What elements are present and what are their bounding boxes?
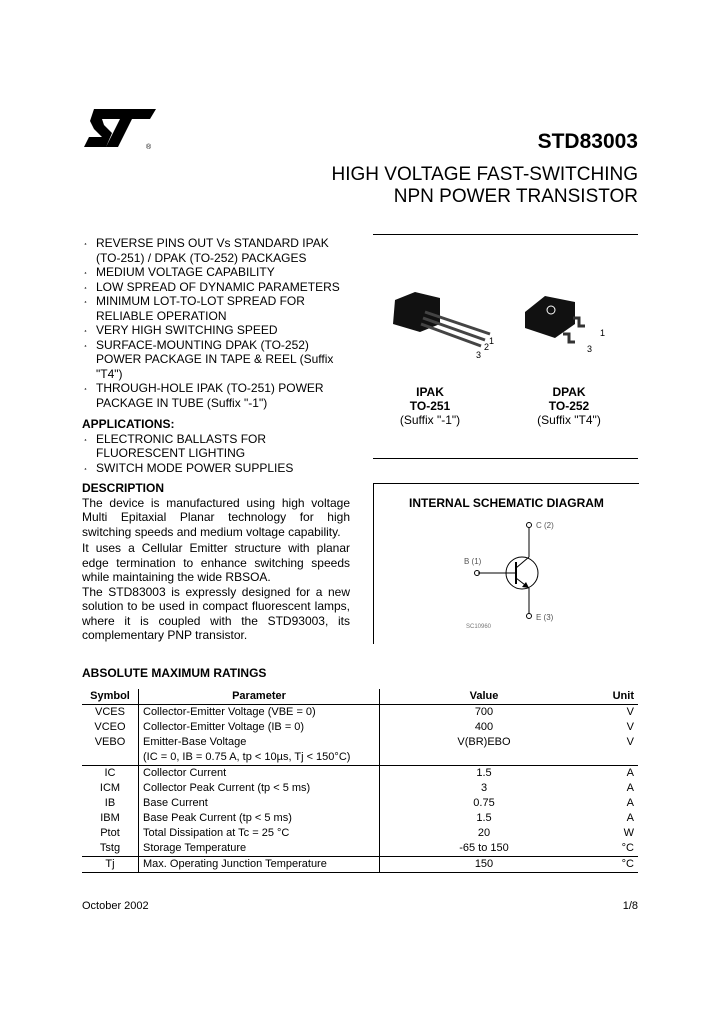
document-title	[332, 164, 639, 208]
cell-parameter	[139, 811, 380, 826]
cell-parameter	[139, 826, 380, 841]
schematic-code: SC10960	[466, 624, 492, 630]
value-text: 1.5	[476, 812, 492, 824]
unit-text: A	[626, 812, 634, 824]
cell-value	[380, 826, 589, 841]
cell-unit	[588, 811, 638, 826]
cell-parameter	[139, 857, 380, 873]
unit-text: A	[626, 797, 634, 809]
table-row	[82, 781, 638, 796]
symbol-text: IBM	[100, 812, 120, 824]
unit-text: °C	[621, 842, 634, 854]
cell-value	[380, 857, 589, 873]
symbol-text: IB	[104, 797, 116, 809]
base-label: B (1)	[464, 557, 482, 566]
title-line-2: NPN POWER TRANSISTOR	[393, 186, 638, 207]
absolute-maximum-ratings-table	[82, 689, 638, 873]
title-line-1: HIGH VOLTAGE FAST-SWITCHING	[331, 164, 638, 185]
cell-parameter	[139, 720, 380, 735]
unit-text: A	[626, 767, 634, 779]
cell-unit	[588, 857, 638, 873]
schematic-box	[373, 483, 639, 644]
symbol-text: ICM	[99, 782, 121, 794]
table-row	[82, 796, 638, 811]
table-row	[82, 705, 638, 721]
divider	[373, 234, 638, 235]
cell-value	[380, 705, 589, 721]
symbol-text: VCEO	[94, 721, 126, 733]
table-row	[82, 857, 638, 873]
col-value: Value	[380, 689, 589, 705]
description-p3: The STD83003 is expressly designed for a new solution to be used in compact fluorescent lamps, where it is coupled with the STD93003, its complementary PNP transistor.	[82, 584, 350, 642]
unit-text: V	[626, 736, 634, 748]
table-row	[82, 826, 638, 841]
package-suffix: (Suffix "-1")	[399, 413, 461, 427]
cell-parameter	[139, 781, 380, 796]
package-suffix: (Suffix "T4")	[537, 413, 601, 427]
cell-unit	[588, 720, 638, 735]
parameter-text: Base Current	[143, 797, 208, 809]
cell-parameter	[139, 705, 380, 721]
cell-unit	[588, 841, 638, 857]
cell-value	[380, 781, 589, 796]
footer-page: 1/8	[622, 900, 638, 912]
feature-item: ¸ VERY HIGH SWITCHING SPEED	[82, 323, 350, 338]
application-item: ¸ SWITCH MODE POWER SUPPLIES	[82, 461, 350, 476]
cell-value	[380, 796, 589, 811]
ratings-heading: ABSOLUTE MAXIMUM RATINGS	[82, 666, 267, 680]
ipak-caption	[395, 385, 465, 427]
emitter-label: E (3)	[536, 613, 554, 622]
value-text: 1.5	[476, 767, 492, 779]
symbol-text: Tj	[105, 858, 115, 870]
pin-label: 3	[587, 344, 593, 354]
table-row	[82, 720, 638, 735]
package-name: DPAK	[552, 385, 586, 399]
unit-text: V	[626, 721, 634, 733]
feature-item: ¸ REVERSE PINS OUT Vs STANDARD IPAK (TO-251) / DPAK (TO-252) PACKAGES	[82, 236, 350, 265]
parameter-text: Storage Temperature	[143, 842, 247, 854]
parameter-condition: (IC = 0, IB = 0.75 A, tp < 10µs, Tj < 150°C)	[143, 751, 351, 763]
value-text: 20	[477, 827, 491, 839]
package-type: TO-252	[548, 399, 590, 413]
symbol-text: IC	[104, 767, 116, 779]
table-row	[82, 811, 638, 826]
value-text: 400	[474, 721, 494, 733]
col-unit: Unit	[588, 689, 638, 705]
unit-text: °C	[621, 858, 634, 870]
cell-symbol	[82, 735, 139, 766]
col-symbol: Symbol	[82, 689, 139, 705]
cell-symbol	[82, 781, 139, 796]
svg-text:®: ®	[146, 144, 152, 151]
cell-symbol	[82, 811, 139, 826]
cell-unit	[588, 781, 638, 796]
footer-date: October 2002	[82, 900, 149, 912]
application-item: ¸ ELECTRONIC BALLASTS FOR FLUORESCENT LIGHTING	[82, 432, 350, 461]
value-text: -65 to 150	[459, 842, 509, 854]
unit-text: V	[626, 706, 634, 718]
feature-item: ¸ THROUGH-HOLE IPAK (TO-251) POWER PACKAGE IN TUBE (Suffix "-1")	[82, 381, 350, 410]
cell-unit	[588, 796, 638, 811]
pin-label: 3	[476, 350, 482, 360]
feature-item: ¸ SURFACE-MOUNTING DPAK (TO-252) POWER PACKAGE IN TAPE & REEL (Suffix "T4")	[82, 338, 350, 382]
parameter-text: Emitter-Base Voltage	[143, 736, 247, 748]
features-list	[82, 236, 350, 643]
pin-label: 1	[489, 336, 495, 346]
st-logo	[82, 107, 158, 151]
cell-value	[380, 735, 589, 766]
divider	[373, 458, 638, 459]
table-row	[82, 841, 638, 857]
value-text: 150	[474, 858, 494, 870]
unit-text: A	[626, 782, 634, 794]
schematic-title: INTERNAL SCHEMATIC DIAGRAM	[409, 496, 604, 510]
parameter-text: Max. Operating Junction Temperature	[143, 858, 327, 870]
package-type: TO-251	[409, 399, 451, 413]
cell-symbol	[82, 720, 139, 735]
col-parameter: Parameter	[139, 689, 380, 705]
cell-symbol	[82, 826, 139, 841]
cell-symbol	[82, 841, 139, 857]
collector-label: C (2)	[536, 521, 554, 530]
part-number: STD83003	[537, 130, 638, 153]
parameter-text: Collector-Emitter Voltage (IB = 0)	[143, 721, 305, 733]
cell-symbol	[82, 766, 139, 782]
cell-unit	[588, 766, 638, 782]
table-row	[82, 735, 638, 766]
cell-unit	[588, 705, 638, 721]
unit-text: W	[623, 827, 634, 839]
npn-transistor-symbol	[374, 512, 639, 642]
cell-parameter	[139, 796, 380, 811]
cell-symbol	[82, 857, 139, 873]
parameter-text: Base Peak Current (tp < 5 ms)	[143, 812, 292, 824]
description-heading: DESCRIPTION	[82, 481, 165, 495]
description-p1: The device is manufactured using high voltage Multi Epitaxial Planar technology for high switching speeds and medium voltage capability.	[82, 495, 350, 539]
value-text: 700	[474, 706, 494, 718]
feature-item: ¸ MINIMUM LOT-TO-LOT SPREAD FOR RELIABLE OPERATION	[82, 294, 350, 323]
cell-value	[380, 766, 589, 782]
parameter-text: Collector Current	[143, 767, 227, 779]
package-images	[385, 290, 625, 365]
applications-heading: APPLICATIONS:	[82, 417, 175, 431]
cell-symbol	[82, 705, 139, 721]
value-text: V(BR)EBO	[457, 736, 511, 748]
cell-value	[380, 841, 589, 857]
pin-label: 2	[484, 342, 490, 352]
cell-parameter	[139, 766, 380, 782]
symbol-text: VCES	[95, 706, 125, 718]
cell-value	[380, 811, 589, 826]
symbol-text: Tstg	[99, 842, 121, 854]
symbol-text: Ptot	[100, 827, 120, 839]
dpak-package-icon	[525, 296, 605, 354]
parameter-text: Total Dissipation at Tc = 25 °C	[143, 827, 290, 839]
table-row	[82, 766, 638, 782]
value-text: 3	[480, 782, 488, 794]
cell-parameter	[139, 735, 380, 766]
cell-parameter	[139, 841, 380, 857]
symbol-text: VEBO	[94, 736, 126, 748]
cell-symbol	[82, 796, 139, 811]
cell-unit	[588, 826, 638, 841]
parameter-text: Collector-Emitter Voltage (VBE = 0)	[143, 706, 316, 718]
feature-item: ¸ LOW SPREAD OF DYNAMIC PARAMETERS	[82, 280, 350, 295]
description-p2: It uses a Cellular Emitter structure with planar edge termination to enhance switching speeds while maintaining the wide RBSOA.	[82, 541, 350, 584]
value-text: 0.75	[473, 797, 495, 809]
pin-label: 1	[600, 328, 606, 338]
package-name: IPAK	[416, 385, 444, 399]
ipak-package-icon	[393, 292, 494, 360]
feature-item: ¸ MEDIUM VOLTAGE CAPABILITY	[82, 265, 350, 280]
parameter-text: Collector Peak Current (tp < 5 ms)	[143, 782, 311, 794]
dpak-caption	[533, 385, 605, 427]
cell-value	[380, 720, 589, 735]
cell-unit	[588, 735, 638, 766]
